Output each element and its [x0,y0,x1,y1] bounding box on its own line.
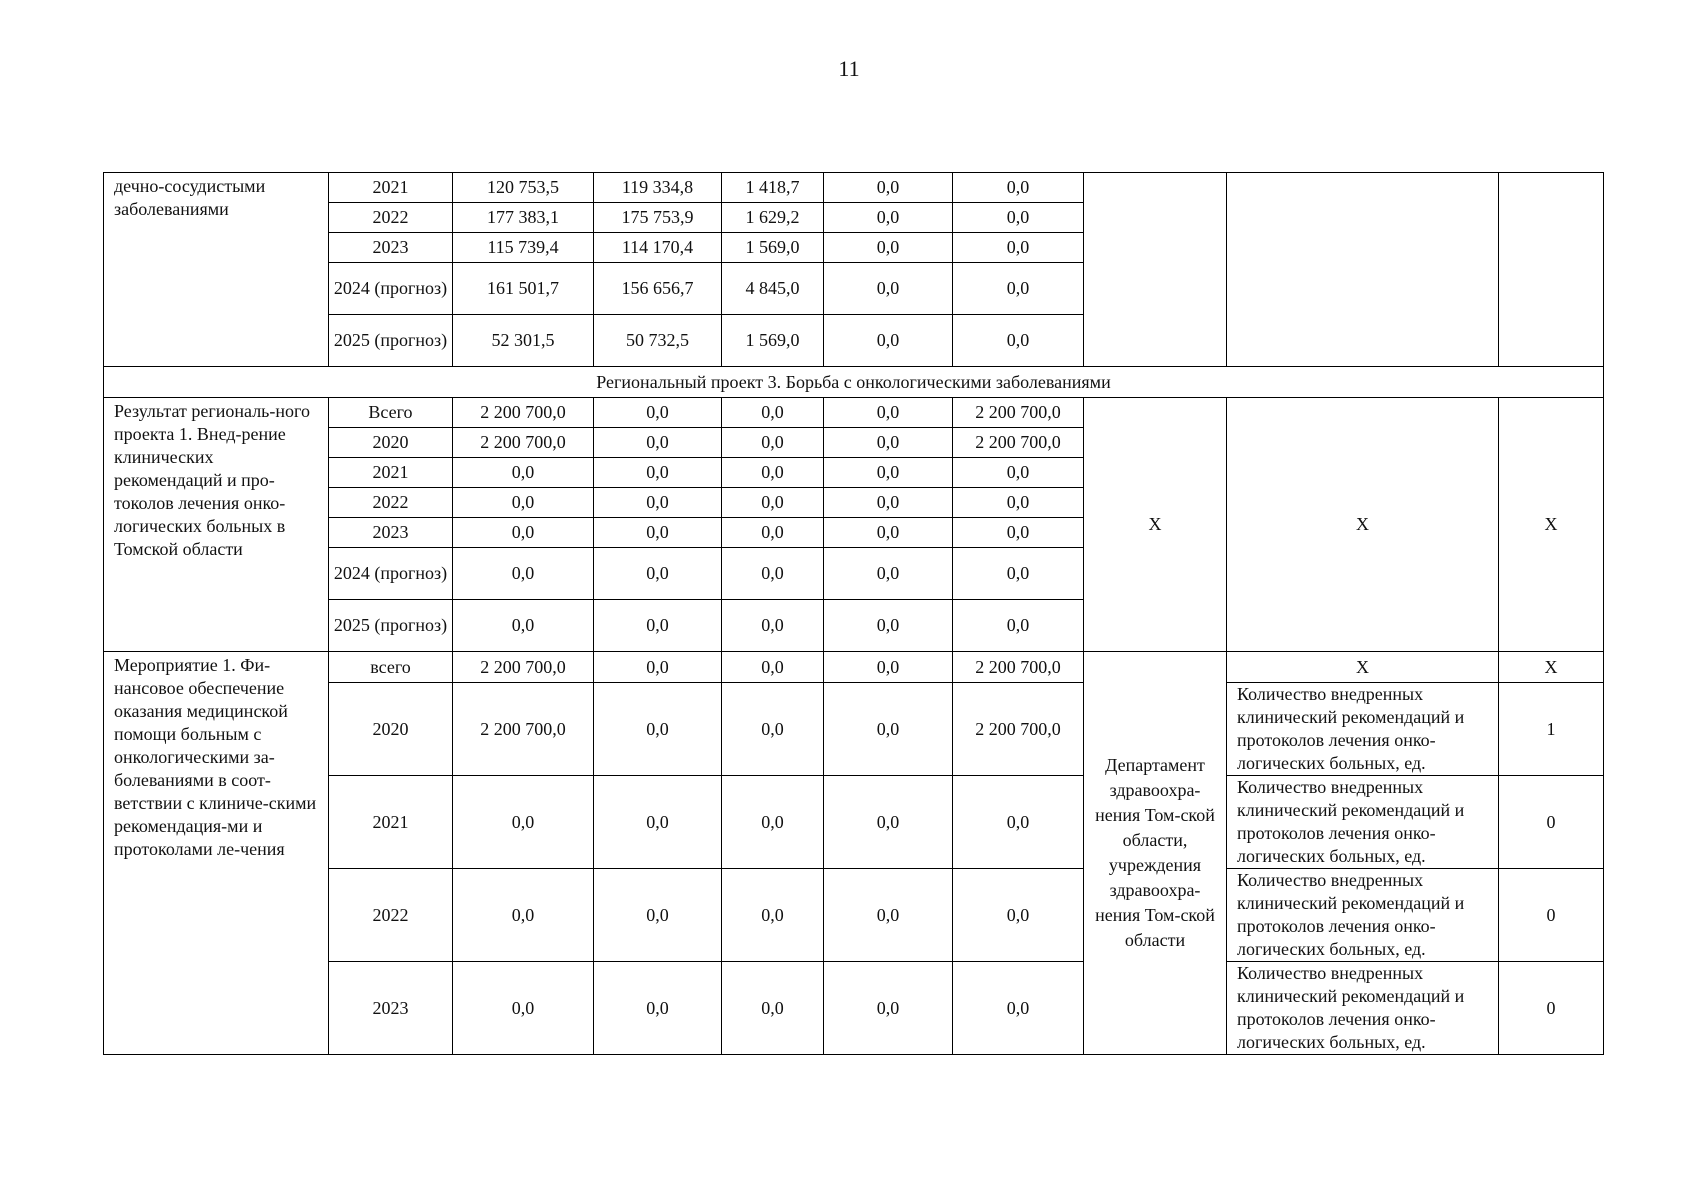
total-cell: 52 301,5 [453,315,594,367]
local-budget-cell: 0,0 [824,458,953,488]
year-cell: 2020 [329,683,453,776]
local-budget-cell: 0,0 [824,233,953,263]
executor-cell: Х [1084,398,1227,652]
extrabudget-cell: 0,0 [953,548,1084,600]
activity-name: дечно-сосудистыми заболеваниями [104,173,329,367]
extrabudget-cell: 0,0 [953,488,1084,518]
total-cell: 2 200 700,0 [453,683,594,776]
local-budget-cell: 0,0 [824,315,953,367]
extrabudget-cell: 0,0 [953,776,1084,869]
regional-budget-cell: 0,0 [722,398,824,428]
federal-budget-cell: 119 334,8 [594,173,722,203]
regional-budget-cell: 0,0 [722,428,824,458]
year-cell: 2023 [329,962,453,1055]
indicator-value-cell: 0 [1499,869,1604,962]
extrabudget-cell: 0,0 [953,173,1084,203]
section-title: Региональный проект 3. Борьба с онкологическими заболеваниями [104,367,1604,398]
total-cell: 2 200 700,0 [453,398,594,428]
local-budget-cell: 0,0 [824,203,953,233]
year-cell: 2020 [329,428,453,458]
regional-budget-cell: 1 569,0 [722,233,824,263]
federal-budget-cell: 0,0 [594,458,722,488]
total-cell: 161 501,7 [453,263,594,315]
indicator-cell: Количество внедренных клинический рекомендаций и протоколов лечения онко-логических больных, ед. [1227,962,1499,1055]
indicator-value-cell [1499,173,1604,367]
local-budget-cell: 0,0 [824,548,953,600]
local-budget-cell: 0,0 [824,600,953,652]
total-cell: 120 753,5 [453,173,594,203]
local-budget-cell: 0,0 [824,776,953,869]
extrabudget-cell: 0,0 [953,263,1084,315]
event-name: Мероприятие 1. Фи-нансовое обеспечение оказания медицинской помощи больным с онкологическими за-болеваниями в соот-ветствии с клиниче-скими рекомендация-ми и протоколами ле-чения [104,652,329,1055]
local-budget-cell: 0,0 [824,652,953,683]
total-cell: 177 383,1 [453,203,594,233]
year-cell: 2021 [329,776,453,869]
total-cell: 0,0 [453,548,594,600]
year-cell: 2022 [329,869,453,962]
federal-budget-cell: 175 753,9 [594,203,722,233]
total-cell: 0,0 [453,962,594,1055]
regional-budget-cell: 0,0 [722,548,824,600]
federal-budget-cell: 50 732,5 [594,315,722,367]
regional-budget-cell: 0,0 [722,518,824,548]
federal-budget-cell: 0,0 [594,488,722,518]
year-cell: 2023 [329,233,453,263]
extrabudget-cell: 0,0 [953,869,1084,962]
total-cell: 0,0 [453,488,594,518]
local-budget-cell: 0,0 [824,683,953,776]
table-row [104,869,1604,962]
federal-budget-cell: 156 656,7 [594,263,722,315]
federal-budget-cell: 0,0 [594,683,722,776]
year-cell: 2022 [329,203,453,233]
table-row [104,652,1604,683]
extrabudget-cell: 2 200 700,0 [953,428,1084,458]
federal-budget-cell: 0,0 [594,776,722,869]
regional-budget-cell: 0,0 [722,962,824,1055]
regional-budget-cell: 0,0 [722,683,824,776]
year-cell: Всего [329,398,453,428]
year-cell: 2021 [329,173,453,203]
indicator-value-cell: Х [1499,398,1604,652]
indicator-value-cell: Х [1499,652,1604,683]
local-budget-cell: 0,0 [824,173,953,203]
indicator-cell [1227,173,1499,367]
federal-budget-cell: 0,0 [594,869,722,962]
indicator-value-cell: 0 [1499,776,1604,869]
federal-budget-cell: 0,0 [594,398,722,428]
local-budget-cell: 0,0 [824,962,953,1055]
extrabudget-cell: 0,0 [953,458,1084,488]
local-budget-cell: 0,0 [824,518,953,548]
federal-budget-cell: 0,0 [594,962,722,1055]
extrabudget-cell: 0,0 [953,600,1084,652]
budget-table [103,172,1604,1055]
regional-budget-cell: 0,0 [722,869,824,962]
federal-budget-cell: 114 170,4 [594,233,722,263]
regional-budget-cell: 0,0 [722,776,824,869]
total-cell: 0,0 [453,869,594,962]
total-cell: 115 739,4 [453,233,594,263]
year-cell: всего [329,652,453,683]
total-cell: 2 200 700,0 [453,428,594,458]
indicator-value-cell: 1 [1499,683,1604,776]
total-cell: 2 200 700,0 [453,652,594,683]
extrabudget-cell: 2 200 700,0 [953,683,1084,776]
regional-budget-cell: 4 845,0 [722,263,824,315]
table-row [104,776,1604,869]
extrabudget-cell: 2 200 700,0 [953,398,1084,428]
federal-budget-cell: 0,0 [594,652,722,683]
section-row [104,367,1604,398]
regional-budget-cell: 0,0 [722,488,824,518]
regional-budget-cell: 1 629,2 [722,203,824,233]
indicator-cell: Количество внедренных клинический рекомендаций и протоколов лечения онко-логических больных, ед. [1227,683,1499,776]
year-cell: 2025 (прогноз) [329,315,453,367]
year-cell: 2025 (прогноз) [329,600,453,652]
year-cell: 2022 [329,488,453,518]
table-row [104,398,1604,428]
local-budget-cell: 0,0 [824,488,953,518]
regional-budget-cell: 1 569,0 [722,315,824,367]
federal-budget-cell: 0,0 [594,518,722,548]
regional-budget-cell: 1 418,7 [722,173,824,203]
local-budget-cell: 0,0 [824,428,953,458]
table-row [104,962,1604,1055]
total-cell: 0,0 [453,518,594,548]
federal-budget-cell: 0,0 [594,600,722,652]
indicator-cell: Х [1227,652,1499,683]
extrabudget-cell: 2 200 700,0 [953,652,1084,683]
page-number: 11 [838,56,860,81]
regional-budget-cell: 0,0 [722,652,824,683]
year-cell: 2024 (прогноз) [329,548,453,600]
local-budget-cell: 0,0 [824,869,953,962]
regional-budget-cell: 0,0 [722,458,824,488]
year-cell: 2024 (прогноз) [329,263,453,315]
indicator-value-cell: 0 [1499,962,1604,1055]
year-cell: 2023 [329,518,453,548]
regional-budget-cell: 0,0 [722,600,824,652]
indicator-cell: Х [1227,398,1499,652]
extrabudget-cell: 0,0 [953,315,1084,367]
indicator-cell: Количество внедренных клинический рекомендаций и протоколов лечения онко-логических больных, ед. [1227,869,1499,962]
table-row [104,173,1604,203]
extrabudget-cell: 0,0 [953,233,1084,263]
table-row [104,683,1604,776]
extrabudget-cell: 0,0 [953,962,1084,1055]
executor-cell [1084,173,1227,367]
local-budget-cell: 0,0 [824,263,953,315]
total-cell: 0,0 [453,600,594,652]
result-name: Результат региональ-ного проекта 1. Внед-рение клинических рекомендаций и про-токолов лечения онко-логических больных в Томской области [104,398,329,652]
executor-cell: Департамент здравоохра-нения Том-ской области, учреждения здравоохра-нения Том-ской области [1084,652,1227,1055]
year-cell: 2021 [329,458,453,488]
local-budget-cell: 0,0 [824,398,953,428]
extrabudget-cell: 0,0 [953,203,1084,233]
total-cell: 0,0 [453,776,594,869]
federal-budget-cell: 0,0 [594,548,722,600]
extrabudget-cell: 0,0 [953,518,1084,548]
indicator-cell: Количество внедренных клинический рекомендаций и протоколов лечения онко-логических больных, ед. [1227,776,1499,869]
federal-budget-cell: 0,0 [594,428,722,458]
total-cell: 0,0 [453,458,594,488]
